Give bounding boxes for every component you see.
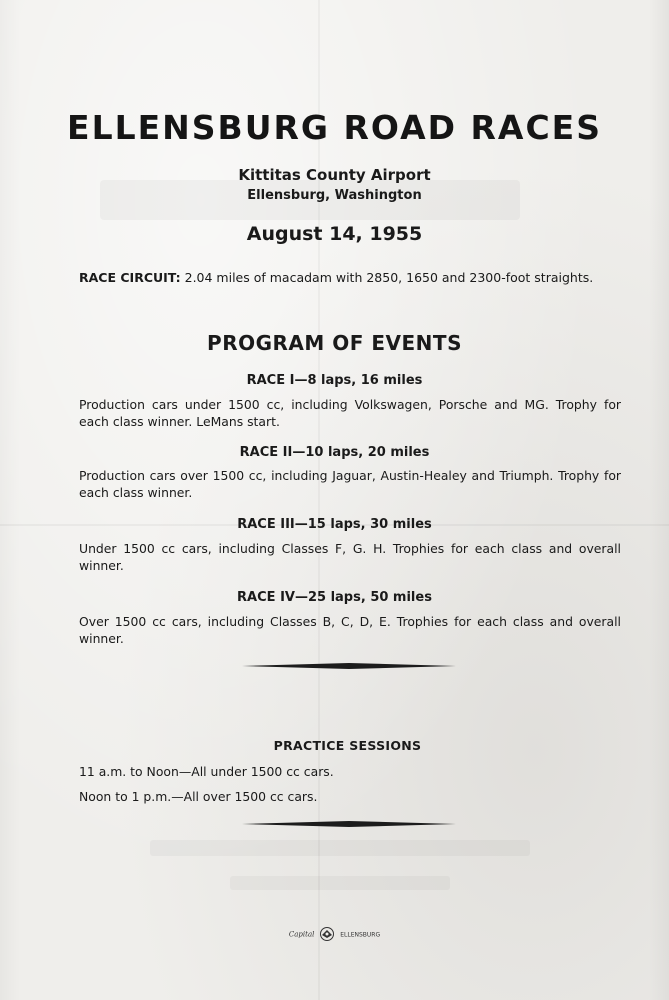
race-2-heading: RACE II—10 laps, 20 miles	[239, 445, 430, 460]
race-circuit-text: 2.04 miles of macadam with 2850, 1650 and 2300-foot straights.	[184, 270, 594, 285]
race-circuit-line	[79, 270, 593, 285]
race-1-description: Production cars under 1500 cc, including Volkswagen, Porsche and MG. Trophy for each class winner. LeMans start.	[79, 397, 621, 429]
page-title: ELLENSBURG ROAD RACES	[67, 108, 602, 147]
race-4-description: Over 1500 cc cars, including Classes B, C, D, E. Trophies for each class and overall winner.	[79, 614, 621, 646]
event-date: August 14, 1955	[246, 223, 423, 245]
practice-heading: PRACTICE SESSIONS	[273, 738, 422, 753]
printer-mark-right: ELLENSBURG	[340, 931, 381, 939]
program-heading: PROGRAM OF EVENTS	[207, 331, 462, 355]
bleed-through-shadow	[150, 840, 530, 856]
race-circuit-label: RACE CIRCUIT:	[79, 270, 181, 285]
race-1-heading: RACE I—8 laps, 16 miles	[246, 373, 423, 388]
venue-name: Kittitas County Airport	[238, 166, 431, 184]
race-4-heading: RACE IV—25 laps, 50 miles	[237, 590, 432, 605]
practice-session-2: Noon to 1 p.m.—All over 1500 cc cars.	[79, 789, 318, 804]
bleed-through-shadow	[230, 876, 450, 890]
printer-mark	[0, 926, 669, 944]
printer-emblem-icon	[319, 926, 335, 944]
printer-mark-left: Capital	[288, 930, 315, 939]
race-2-description: Production cars over 1500 cc, including Jaguar, Austin-Healey and Triumph. Trophy for each class winner.	[79, 468, 621, 500]
race-3-description: Under 1500 cc cars, including Classes F, G. H. Trophies for each class and overall winner.	[79, 541, 621, 573]
practice-session-1: 11 a.m. to Noon—All under 1500 cc cars.	[79, 764, 334, 779]
venue-city: Ellensburg, Washington	[247, 188, 422, 203]
race-3-heading: RACE III—15 laps, 30 miles	[237, 517, 432, 532]
